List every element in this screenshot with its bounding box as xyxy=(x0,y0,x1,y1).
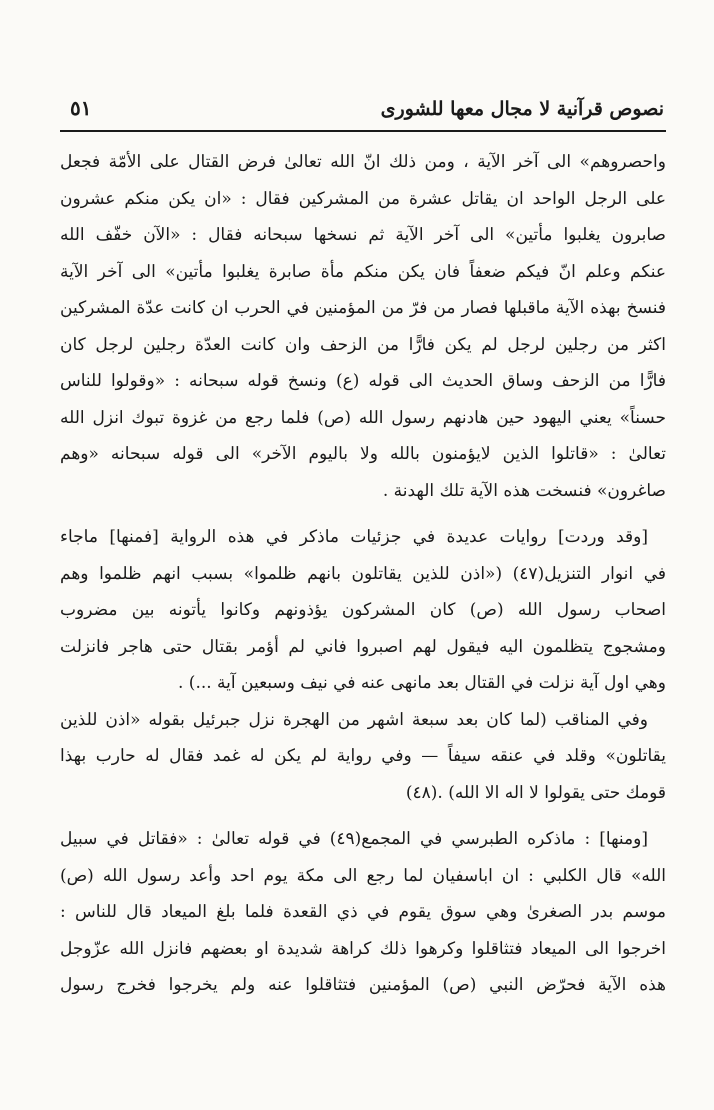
running-header xyxy=(60,96,666,132)
page-number: ٥١ xyxy=(70,96,92,120)
text-line: فنسخ بهذه الآية ماقبلها فصار من فرّ من المؤمنين في الحرب ان كانت عدّة المشركين xyxy=(60,298,666,318)
body-text xyxy=(60,144,666,1004)
text-line: على الرجل الواحد ان يقاتل عشرة من المشركين فقال : «ان يكن منكم عشرون xyxy=(60,188,666,209)
text-line: فارًّا من الزحف وساق الحديث الى قوله (ع) ونسخ قوله سبحانه : «وقولوا للناس xyxy=(60,371,666,391)
running-title: نصوص قرآنية لا مجال معها للشورى xyxy=(380,98,664,120)
text-line: وهي اول آية نزلت في القتال بعد مانهى عنه في نيف وسبعين آية ...) . xyxy=(178,673,666,693)
text-line: [وقد وردت] روايات عديدة في جزئيات ماذكر في هذه الرواية [فمنها] ماجاء xyxy=(60,527,648,547)
paragraph-2 xyxy=(60,519,666,811)
paragraph-3 xyxy=(60,821,666,1004)
text-line: هذه الآية فحرّض النبي (ص) المؤمنين فتثاقلوا عنه ولم يخرجوا فخرج رسول xyxy=(60,975,666,995)
text-line: عنكم وعلم انّ فيكم ضعفاً فان يكن منكم مأة صابرة يغلبوا مأتين» الى آخر الآية xyxy=(60,261,666,282)
text-line: حسناً» يعني اليهود حين هادنهم رسول الله (ص) فلما رجع من غزوة تبوك انزل الله xyxy=(60,407,666,428)
text-line: يقاتلون» وقلد في عنقه سيفاً — وفي رواية لم يكن له غمد فقال له حارب بهذا xyxy=(60,746,666,766)
paragraph-1 xyxy=(60,144,666,509)
text-line: موسم بدر الصغرىٰ وهي سوق يقوم في ذي القعدة فلما بلغ الميعاد قال للناس : xyxy=(60,902,666,922)
text-line: [ومنها] : ماذكره الطبرسي في المجمع(٤٩) في قوله تعالىٰ : «فقاتل في سبيل xyxy=(60,829,648,849)
text-line: تعالىٰ : «قاتلوا الذين لايؤمنون بالله ولا باليوم الآخر» الى قوله سبحانه «وهم xyxy=(60,444,666,464)
text-line: واحصروهم» الى آخر الآية ، ومن ذلك انّ الله تعالىٰ فرض القتال على الأمّة فجعل xyxy=(60,152,666,172)
text-line: قومك حتى يقولوا لا اله الا الله) .(٤٨) xyxy=(405,782,666,803)
text-line: الله» قال الكلبي : ان اباسفيان لما رجع الى مكة يوم احد وأعد رسول الله (ص) xyxy=(60,865,666,886)
text-line: اصحاب رسول الله (ص) كان المشركون يؤذونهم وكانوا يأتونه بين مضروب xyxy=(60,600,666,620)
text-line: اخرجوا الى الميعاد فتثاقلوا وكرهوا ذلك كراهة شديدة او بعضهم فانزل الله عزّوجل xyxy=(60,938,666,959)
text-line: اكثر من رجلين لرجل لم يكن فارًّا من الزحف وان كانت العدّة رجلين لرجل كان xyxy=(60,334,666,355)
text-line: صاغرون» فنسخت هذه الآية تلك الهدنة . xyxy=(382,480,666,501)
text-line: في انوار التنزيل(٤٧) («اذن للذين يقاتلون بانهم ظلموا» بسبب انهم ظلموا وهم xyxy=(60,563,666,584)
text-line: صابرون يغلبوا مأتين» الى آخر الآية ثم نسخها سبحانه فقال : «الآن خفّف الله xyxy=(60,225,666,245)
text-line: ومشجوج يتظلمون اليه فيقول لهم اصبروا فاني لم أؤمر بقتال حتى هاجر فانزلت xyxy=(60,636,666,657)
text-line: وفي المناقب (لما كان بعد سبعة اشهر من الهجرة نزل جبرئيل بقوله «اذن للذين xyxy=(60,709,648,730)
